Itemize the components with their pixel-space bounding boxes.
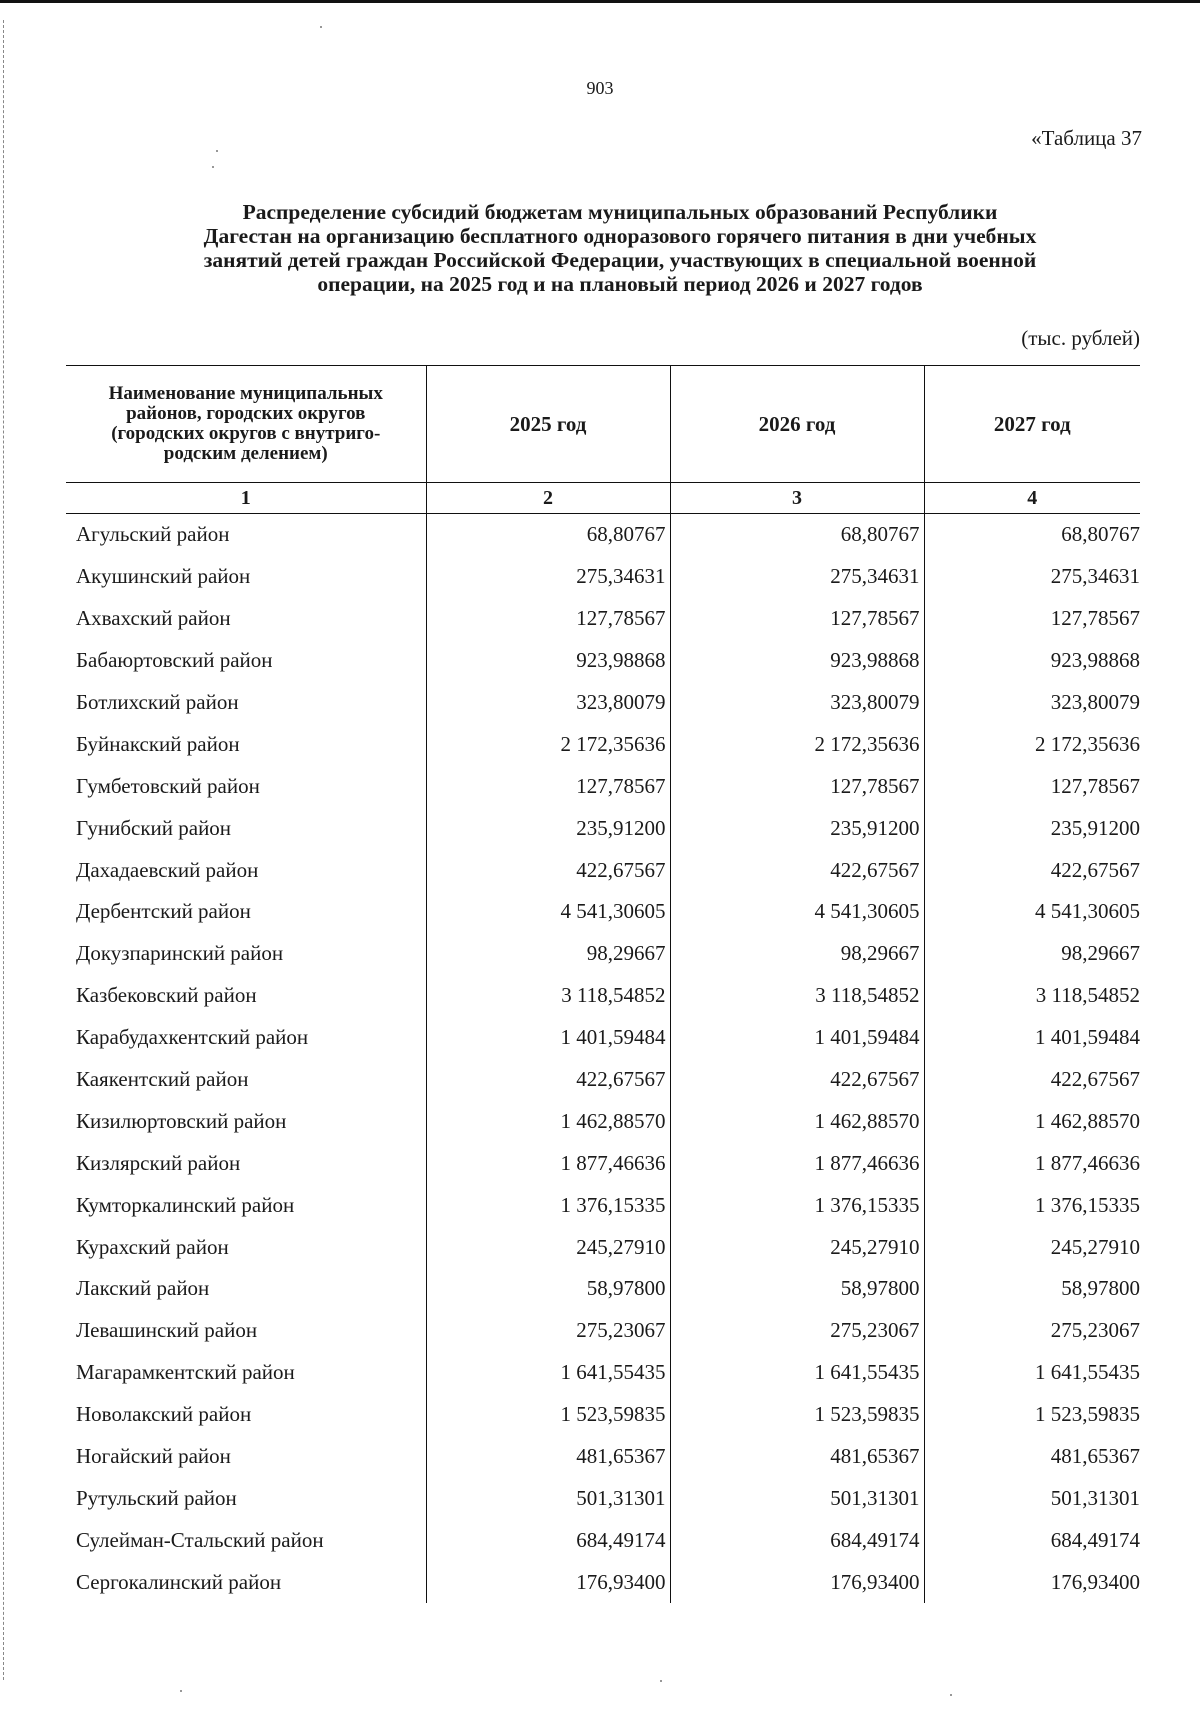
table-row [66, 975, 1140, 1017]
table-label: «Таблица 37 [1031, 126, 1142, 150]
municipality-name: Карабудахкентский район [76, 1025, 309, 1050]
value-2026: 481,65367 [670, 1436, 924, 1478]
table-row [66, 556, 1140, 598]
value-2026: 1 401,59484 [670, 1017, 924, 1059]
value-2026: 1 641,55435 [670, 1352, 924, 1394]
value-2026: 684,49174 [670, 1519, 924, 1561]
value-2026: 127,78567 [670, 765, 924, 807]
municipality-name: Каякентский район [76, 1067, 249, 1092]
subsidy-table [66, 365, 1140, 1603]
value-2025: 1 401,59484 [426, 1017, 670, 1059]
header-municipality: Наименование муниципальных районов, городских округов (городских округов с внутриго- родским делением) [66, 366, 426, 483]
column-number: 3 [670, 483, 924, 514]
value-2027: 3 118,54852 [924, 975, 1140, 1017]
value-2025: 127,78567 [426, 765, 670, 807]
table-header-row [66, 366, 1140, 483]
value-2027: 481,65367 [924, 1436, 1140, 1478]
value-2026: 58,97800 [670, 1268, 924, 1310]
municipality-name: Сулейман-Стальский район [76, 1527, 324, 1552]
table-row [66, 1394, 1140, 1436]
table-row [66, 1477, 1140, 1519]
value-2026: 1 877,46636 [670, 1142, 924, 1184]
value-2026: 275,34631 [670, 556, 924, 598]
value-2026: 3 118,54852 [670, 975, 924, 1017]
municipality-name: Кумторкалинский район [76, 1192, 295, 1217]
title-line: Распределение субсидий бюджетам муниципальных образований Республики [242, 200, 998, 224]
value-2027: 1 877,46636 [924, 1142, 1140, 1184]
table-row [66, 807, 1140, 849]
table-row [66, 849, 1140, 891]
table-row [66, 723, 1140, 765]
value-2027: 127,78567 [924, 598, 1140, 640]
table-row [66, 1436, 1140, 1478]
top-border-line [0, 0, 1200, 3]
municipality-name: Буйнакский район [76, 731, 240, 756]
value-2027: 422,67567 [924, 849, 1140, 891]
value-2027: 1 641,55435 [924, 1352, 1140, 1394]
value-2027: 176,93400 [924, 1561, 1140, 1603]
title-line: операции, на 2025 год и на плановый период 2026 и 2027 годов [317, 272, 923, 296]
scan-speck [216, 150, 218, 152]
municipality-name: Рутульский район [76, 1485, 237, 1510]
value-2027: 422,67567 [924, 1059, 1140, 1101]
value-2025: 2 172,35636 [426, 723, 670, 765]
table-row [66, 765, 1140, 807]
municipality-name: Агульский район [76, 522, 230, 547]
municipality-name: Курахский район [76, 1234, 229, 1259]
table-row [66, 514, 1140, 556]
value-2025: 68,80767 [426, 514, 670, 556]
value-2026: 323,80079 [670, 682, 924, 724]
table-row [66, 1017, 1140, 1059]
value-2025: 1 462,88570 [426, 1100, 670, 1142]
scan-speck [320, 26, 322, 28]
value-2026: 68,80767 [670, 514, 924, 556]
municipality-name: Дахадаевский район [76, 857, 259, 882]
value-2027: 1 462,88570 [924, 1100, 1140, 1142]
value-2027: 275,23067 [924, 1310, 1140, 1352]
units-label: (тыс. рублей) [1021, 326, 1140, 350]
value-2025: 3 118,54852 [426, 975, 670, 1017]
municipality-name: Акушинский район [76, 564, 251, 589]
value-2027: 2 172,35636 [924, 723, 1140, 765]
scan-speck [180, 1690, 182, 1692]
table-row [66, 1561, 1140, 1603]
value-2025: 422,67567 [426, 849, 670, 891]
table-row [66, 1352, 1140, 1394]
municipality-name: Левашинский район [76, 1318, 258, 1343]
table-row [66, 1519, 1140, 1561]
table-row [66, 598, 1140, 640]
table-row [66, 682, 1140, 724]
value-2025: 4 541,30605 [426, 891, 670, 933]
value-2026: 245,27910 [670, 1226, 924, 1268]
value-2027: 235,91200 [924, 807, 1140, 849]
value-2026: 1 376,15335 [670, 1184, 924, 1226]
value-2027: 1 401,59484 [924, 1017, 1140, 1059]
table-row [66, 933, 1140, 975]
table-row [66, 1268, 1140, 1310]
table-row [66, 640, 1140, 682]
value-2025: 275,23067 [426, 1310, 670, 1352]
municipality-name: Сергокалинский район [76, 1569, 282, 1594]
value-2027: 1 376,15335 [924, 1184, 1140, 1226]
header-2025: 2025 год [426, 366, 670, 483]
scan-speck [950, 1694, 952, 1696]
header-2027: 2027 год [924, 366, 1140, 483]
municipality-name: Ахвахский район [76, 606, 231, 631]
value-2026: 1 462,88570 [670, 1100, 924, 1142]
title-line: занятий детей граждан Российской Федерации, участвующих в специальной военной [203, 248, 1037, 272]
municipality-name: Лакский район [76, 1276, 210, 1301]
value-2025: 275,34631 [426, 556, 670, 598]
value-2027: 245,27910 [924, 1226, 1140, 1268]
municipality-name: Ботлихский район [76, 690, 239, 714]
value-2027: 98,29667 [924, 933, 1140, 975]
table-body [66, 514, 1140, 1604]
value-2025: 245,27910 [426, 1226, 670, 1268]
value-2026: 4 541,30605 [670, 891, 924, 933]
value-2027: 323,80079 [924, 682, 1140, 724]
municipality-name: Дербентский район [76, 899, 251, 924]
municipality-name: Ногайский район [76, 1444, 231, 1469]
table-row [66, 1142, 1140, 1184]
municipality-name: Докузпаринский район [76, 941, 284, 966]
value-2025: 1 877,46636 [426, 1142, 670, 1184]
value-2025: 1 376,15335 [426, 1184, 670, 1226]
municipality-name: Гунибский район [76, 815, 232, 840]
value-2026: 1 523,59835 [670, 1394, 924, 1436]
value-2026: 923,98868 [670, 640, 924, 682]
value-2025: 235,91200 [426, 807, 670, 849]
municipality-name: Магарамкентский район [76, 1360, 295, 1385]
value-2025: 323,80079 [426, 682, 670, 724]
scan-left-edge [3, 20, 4, 1680]
column-number-row [66, 483, 1140, 514]
value-2026: 501,31301 [670, 1477, 924, 1519]
value-2026: 176,93400 [670, 1561, 924, 1603]
value-2026: 2 172,35636 [670, 723, 924, 765]
header-2026: 2026 год [670, 366, 924, 483]
municipality-name: Кизилюртовский район [76, 1108, 287, 1133]
value-2025: 684,49174 [426, 1519, 670, 1561]
value-2025: 58,97800 [426, 1268, 670, 1310]
value-2025: 1 523,59835 [426, 1394, 670, 1436]
value-2025: 923,98868 [426, 640, 670, 682]
column-number: 4 [924, 483, 1140, 514]
page-number: 903 [586, 78, 614, 98]
municipality-name: Кизлярский район [76, 1150, 241, 1175]
value-2027: 127,78567 [924, 765, 1140, 807]
value-2025: 176,93400 [426, 1561, 670, 1603]
value-2025: 481,65367 [426, 1436, 670, 1478]
municipality-name: Новолакский район [76, 1402, 252, 1427]
table-row [66, 1059, 1140, 1101]
municipality-name: Казбековский район [76, 983, 257, 1008]
table-row [66, 1310, 1140, 1352]
municipality-name: Бабаюртовский район [76, 648, 273, 673]
municipality-name: Гумбетовский район [76, 773, 260, 798]
table-row [66, 1226, 1140, 1268]
scan-speck [212, 166, 214, 168]
value-2026: 98,29667 [670, 933, 924, 975]
value-2025: 501,31301 [426, 1477, 670, 1519]
value-2027: 4 541,30605 [924, 891, 1140, 933]
table-row [66, 1184, 1140, 1226]
value-2025: 127,78567 [426, 598, 670, 640]
value-2027: 275,34631 [924, 556, 1140, 598]
table-row [66, 1100, 1140, 1142]
value-2026: 422,67567 [670, 1059, 924, 1101]
value-2025: 422,67567 [426, 1059, 670, 1101]
column-number: 1 [66, 483, 426, 514]
value-2027: 501,31301 [924, 1477, 1140, 1519]
title-line: Дагестан на организацию бесплатного одноразового горячего питания в дни учебных [203, 224, 1037, 248]
value-2026: 422,67567 [670, 849, 924, 891]
value-2026: 235,91200 [670, 807, 924, 849]
value-2027: 68,80767 [924, 514, 1140, 556]
column-number: 2 [426, 483, 670, 514]
value-2026: 275,23067 [670, 1310, 924, 1352]
value-2025: 1 641,55435 [426, 1352, 670, 1394]
value-2027: 684,49174 [924, 1519, 1140, 1561]
document-title [100, 200, 1140, 296]
scan-speck [660, 1680, 662, 1682]
table-row [66, 891, 1140, 933]
value-2025: 98,29667 [426, 933, 670, 975]
value-2027: 58,97800 [924, 1268, 1140, 1310]
value-2027: 923,98868 [924, 640, 1140, 682]
value-2026: 127,78567 [670, 598, 924, 640]
value-2027: 1 523,59835 [924, 1394, 1140, 1436]
